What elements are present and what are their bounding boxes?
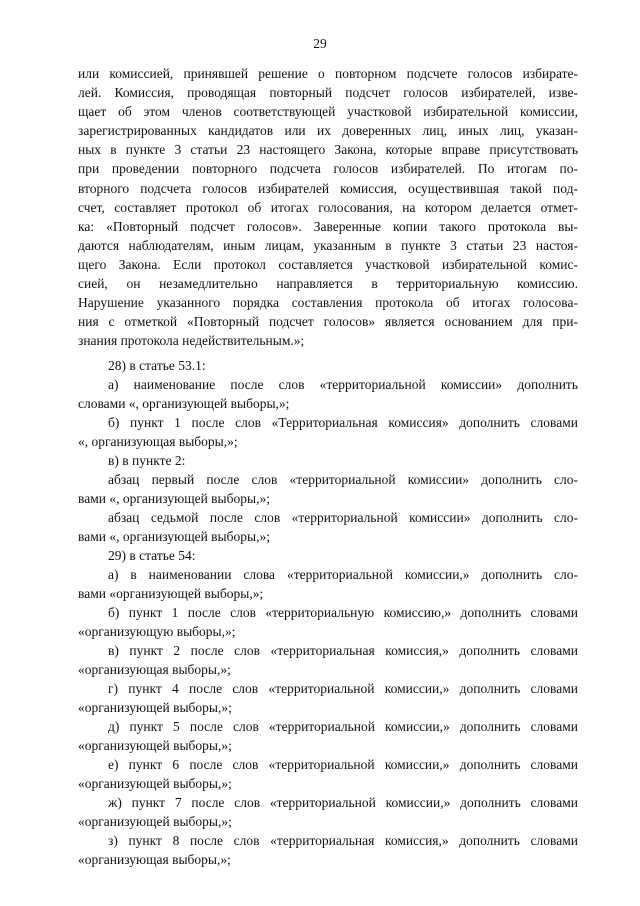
text-line: счет, составляет протокол об итогах голосования, на котором делается отмет- [78, 200, 578, 215]
text-line: вами «, организующей выборы,»; [78, 491, 270, 506]
text-line: вторного подсчета голосов избирателей комиссия, осуществившая такой под- [78, 181, 578, 196]
text-line: лей. Комиссия, проводящая повторный подсчет голосов избирателей, изве- [78, 85, 578, 100]
text-line: б) пункт 1 после слов «Территориальная комиссия» дополнить словами [108, 415, 578, 430]
text-line: абзац седьмой после слов «территориальной комиссии» дополнить сло- [108, 510, 578, 525]
text-line: г) пункт 4 после слов «территориальной комиссии,» дополнить словами [108, 681, 578, 696]
text-line: или комиссией, принявшей решение о повторном подсчете голосов избирате- [78, 66, 578, 81]
text-line: б) пункт 1 после слов «территориальную комиссию,» дополнить словами [108, 605, 578, 620]
text-line: вами «организующей выборы,»; [78, 586, 264, 601]
text-line: «организующей выборы,»; [78, 776, 232, 791]
text-line: словами «, организующей выборы,»; [78, 396, 290, 411]
text-line: абзац первый после слов «территориальной комиссии» дополнить сло- [108, 472, 578, 487]
text-line: сией, он незамедлительно направляется в территориальную комиссию. [78, 276, 578, 291]
text-line: «организующую выборы,»; [78, 624, 236, 639]
text-line: з) пункт 8 после слов «территориальная комиссия,» дополнить словами [108, 833, 578, 848]
text-line: при проведении повторного подсчета голосов избирателей. По итогам по- [78, 161, 578, 176]
list-item-heading: 29) в статье 54: [108, 548, 196, 563]
text-line: знания протокола недействительным.»; [78, 333, 305, 348]
text-line: д) пункт 5 после слов «территориальной комиссии,» дополнить словами [108, 719, 578, 734]
text-line: вами «, организующей выборы,»; [78, 529, 270, 544]
text-line: е) пункт 6 после слов «территориальной комиссии,» дополнить словами [108, 757, 578, 772]
text-line: «организующей выборы,»; [78, 814, 232, 829]
text-line: «организующей выборы,»; [78, 738, 232, 753]
list-item-heading: 28) в статье 53.1: [108, 358, 206, 373]
text-line: «организующей выборы,»; [78, 700, 232, 715]
text-line: Нарушение указанного порядка составления протокола об итогах голосова- [78, 295, 578, 310]
text-line: «организующая выборы,»; [78, 852, 231, 867]
text-line: «, организующая выборы,»; [78, 434, 238, 449]
list-item-heading: в) в пункте 2: [108, 453, 186, 468]
text-line: а) наименование после слов «территориальной комиссии» дополнить [108, 377, 578, 392]
text-line: ных в пункте 3 статьи 23 настоящего Закона, которые вправе присутствовать [78, 142, 578, 157]
text-line: ния с отметкой «Повторный подсчет голосов» является основанием для при- [78, 314, 578, 329]
text-line: зарегистрированных кандидатов или их доверенных лиц, иных лиц, указан- [78, 123, 578, 138]
text-line: ж) пункт 7 после слов «территориальной комиссии,» дополнить словами [108, 795, 578, 810]
text-line: щего Закона. Если протокол составляется участковой избирательной комис- [78, 257, 578, 272]
text-line: «организующая выборы,»; [78, 662, 231, 677]
page-number: 29 [313, 36, 327, 51]
text-line: щает об этом членов соответствующей участковой избирательной комиссии, [78, 104, 578, 119]
text-line: в) пункт 2 после слов «территориальная комиссия,» дополнить словами [108, 643, 578, 658]
text-line: а) в наименовании слова «территориальной комиссии,» дополнить сло- [108, 567, 578, 582]
text-line: даются наблюдателям, иным лицам, указанным в пункте 3 статьи 23 настоя- [78, 238, 578, 253]
text-line: ка: «Повторный подсчет голосов». Заверенные копии такого протокола вы- [78, 219, 578, 234]
